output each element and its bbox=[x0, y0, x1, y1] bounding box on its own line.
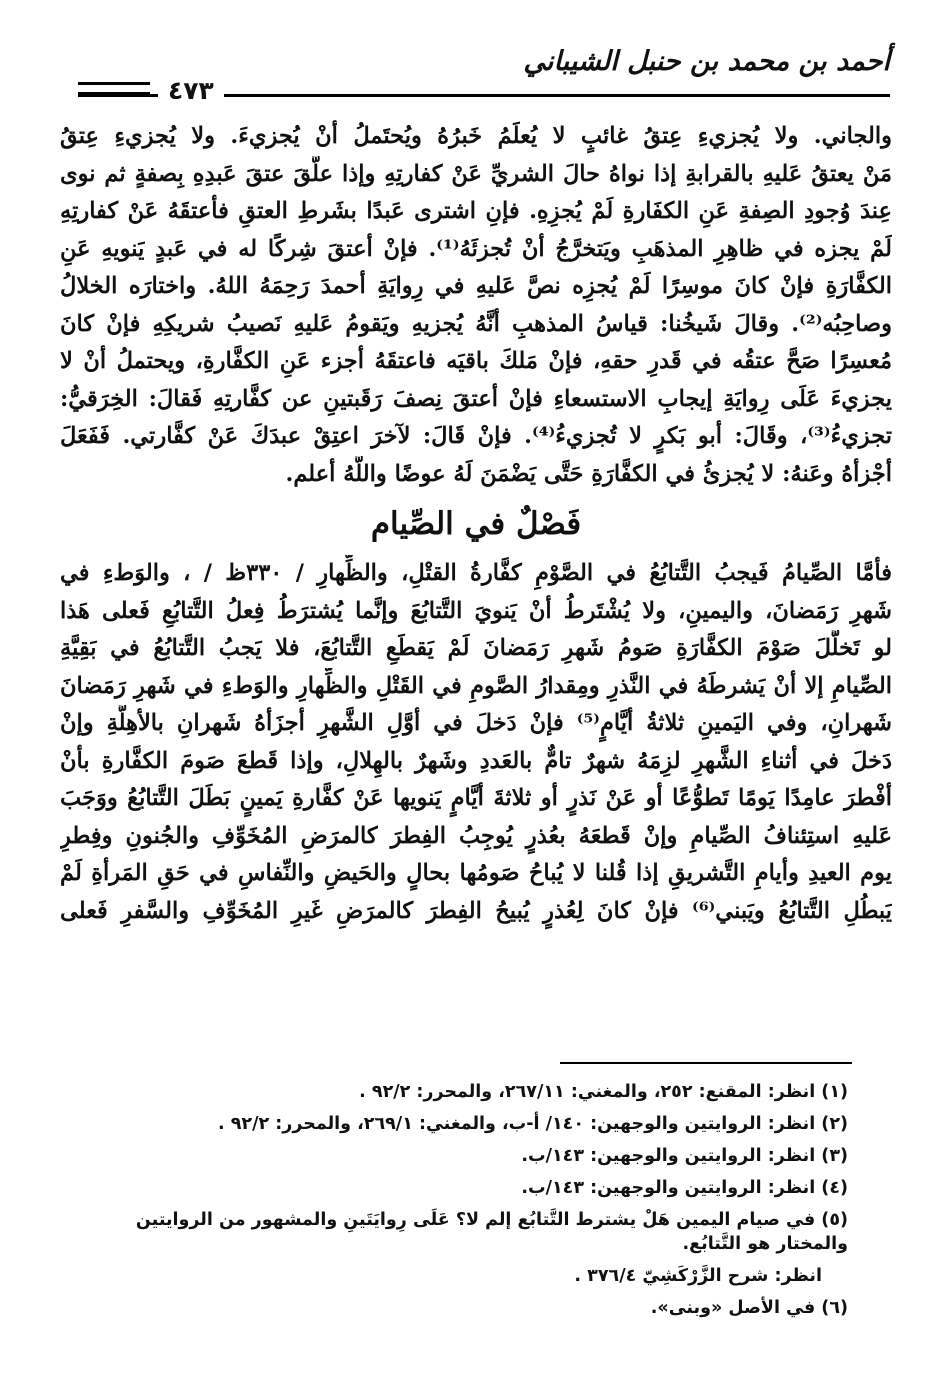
text-line: عِندَ وُجودِ الصِفةِ عَنِ الكفَارةِ لَمْ يُجزِهِ. فإنِ اشترى عَبدًا بشَرطِ العتقِ فأعتقَهُ عَنْ كفارتِهِ bbox=[60, 198, 892, 224]
text-line: مَنْ يعتقُ عَليهِ بالقرابةِ إذا نواهُ حالَ الشريِّ عَنْ كفارتِهِ وإذا علَّقَ عتقَ عَبدِهِ بِصفةٍ ثم نوى bbox=[60, 160, 892, 187]
text-line: أجْزأهُ وعَنهُ: لا يُجزئُ في الكفَّارَةِ حَتَّى يَضْمَنَ لَهُ عوضًا واللَّهُ أعلم. bbox=[285, 460, 892, 487]
main-text bbox=[60, 118, 892, 930]
footnote-5: (٥) في صيام اليمين هَلْ يشترط التَّتابُع إلم لا؟ عَلَى رِوايَتَينِ والمشهور من الروايتين والمختار هو التَّتابُع. bbox=[135, 1210, 848, 1254]
text-line: الصِّيامِ إلا أنْ يَشرطَهُ في النَّذرِ ومِقدارُ الصَّومِ في القَتْلِ والظِّهارِ والوَطءِ في شَهرِ رَمَضانَ bbox=[60, 672, 892, 699]
text-line: أفْطرَ عامِدًا يَومًا تَطوُّعًا أو عَنْ نَذرٍ أو ثلاثةَ أيَّامٍ يَنويها عَنْ كفَّارةِ يَمينٍ بَطَلَ التَّتابُعُ ووَجَبَ bbox=[60, 785, 892, 811]
text-line: يجزيءَ عَلَى رِوايَةِ إيجابِ الاستسعاءِ فإنْ أعتقَ نِصفَ رَقَبتينِ عن كفَّارتِهِ فَقالَ: الخِرَقيُّ: bbox=[60, 385, 892, 412]
text-line: شَهرِ رَمَضانَ، واليمينِ، ولا يُشْتَرطُ أنْ يَنويَ التَّتابُعَ وإنَّما يُشترَطُ فِعلُ التَّتابُعِ فَعلى هَذا bbox=[60, 597, 892, 624]
footnote-1: (١) انظر: المقنع: ٢٥٢، والمغني: ٢٦٧/١١، والمحرر: ٩٢/٢ . bbox=[359, 1082, 848, 1102]
footnote-6: (٦) في الأصل «وبنى». bbox=[650, 1298, 848, 1318]
text-line: والجاني. ولا يُجزيءِ عِتقُ غائبٍ لا يُعلَمُ خَبرُهُ ويُحتَملُ أنْ يُجزيءَ. ولا يُجزيءِ عِتقُ bbox=[60, 123, 892, 149]
text-line: تجزيءُ⁽³⁾، وقَالَ: أبو بَكرٍ لا تُجزيءُ⁽⁴⁾. فإنْ قَالَ: لآخرَ اعتِقْ عبدَكَ عَنْ كفَّارتي. فَفَعَلَ bbox=[60, 423, 892, 449]
text-line: مُعسِرًا صَحَّ عتقُه في قَدرِ حقهِ، فإنْ مَلكَ باقيَه فاعتقَهُ أجزء عَنِ الكفَّارةِ، ويحتملُ أنْ لا bbox=[60, 348, 892, 374]
text-line: فأمَّا الصِّيامُ فَيجبُ التَّتابُعُ في الصَّوْمِ كفَّارةُ القتْلِ، والظِّهارِ / ٣٣٠ظ / ، والوَطءِ في bbox=[60, 560, 892, 586]
text-line: يوم العيدِ وأيامِ التَّشريقِ إذا قُلنا لا يُباحُ صَومُها بحالٍ والحَيضِ والنِّفاسِ في حَقِ المَرأةِ لَمْ bbox=[60, 860, 892, 886]
paragraph-1 bbox=[60, 118, 892, 493]
text-line: يَبطُلِ التَّتابُعُ ويَبني⁽⁶⁾ فإنْ كانَ لِعُذرٍ يُبيحُ الفِطرَ كالمرَضِ غَيرِ المُخَوِّفِ والسَّفرِ فَعلى bbox=[60, 897, 892, 924]
text-line: لَمْ يجزه في ظاهِرِ المذهَبِ ويَتخرَّجُ أنْ تُجزئَهُ⁽¹⁾. فإنْ أعتقَ شِركًا له في عَبدٍ يَنويهِ عَنِ bbox=[60, 235, 892, 262]
text-line: وصاحِبُه⁽²⁾. وقالَ شَيخُنا: قياسُ المذهبِ أنَّهُ يُجزيهِ ويَقومُ عَليهِ نَصيبُ شريكِهِ فإنْ كانَ bbox=[60, 310, 892, 337]
text-line: دَخلَ في أثناءِ الشَّهرِ لزِمَهُ شهرٌ تامٌّ بالعَددِ وشَهرٌ بالهِلالِ، وإذا قَطعَ صَومَ الكفَّارةِ بأنْ bbox=[60, 747, 892, 774]
header-ornament-bars bbox=[78, 82, 150, 95]
paragraph-2 bbox=[60, 555, 892, 930]
running-title: أحمد بن محمد بن حنبل الشيباني bbox=[523, 46, 890, 77]
text-line: الكفَّارَةِ فإنْ كانَ موسِرًا لَمْ يُجزِه نصَّ عَليهِ في رِوايَةِ أحمدَ رَحِمَهُ اللهُ. واختارَه الخلالُ bbox=[60, 273, 892, 299]
page-header bbox=[78, 44, 890, 104]
footnotes bbox=[70, 1076, 848, 1324]
text-line: لو تَخلَّلَ صَوْمَ الكفَّارَةِ صَومُ شَهرِ رَمَضانَ لَمْ يَقطَعِ التَّتابُعَ، فلا يَجبُ التَّتابُعُ في بَقِيَّةِ bbox=[60, 635, 892, 661]
page-number: ٤٧٣ bbox=[158, 76, 224, 106]
footnote-2: (٢) انظر: الروايتين والوجهين: ١٤٠/ أ-ب، والمغني: ٢٦٩/١، والمحرر: ٩٢/٢ . bbox=[217, 1114, 848, 1134]
footnote-5-reference: انظر: شرح الزَّرْكَشِيّ ٣٧٦/٤ . bbox=[574, 1266, 822, 1286]
footnote-separator bbox=[560, 1062, 852, 1064]
footnote-4: (٤) انظر: الروايتين والوجهين: ١٤٣/ب. bbox=[521, 1178, 848, 1198]
section-heading: فَصْلٌ في الصِّيام bbox=[370, 506, 582, 542]
footnote-3: (٣) انظر: الروايتين والوجهين: ١٤٣/ب. bbox=[521, 1146, 848, 1166]
text-line: شَهرانِ، وفي اليَمينِ ثلاثةُ أيَّامٍ⁽⁵⁾ فإنْ دَخلَ في أوَّلِ الشَّهرِ أجزَأهُ شَهرانِ بالأهِلَّةِ وإنْ bbox=[60, 710, 892, 736]
text-line: عَليهِ استِئنافُ الصِّيامِ وإنْ قَطعَهُ بعُذرٍ يُوجِبُ الفِطرَ كالمرَضِ المُخَوِّفِ والجُنونِ وفِطرِ bbox=[60, 822, 892, 849]
